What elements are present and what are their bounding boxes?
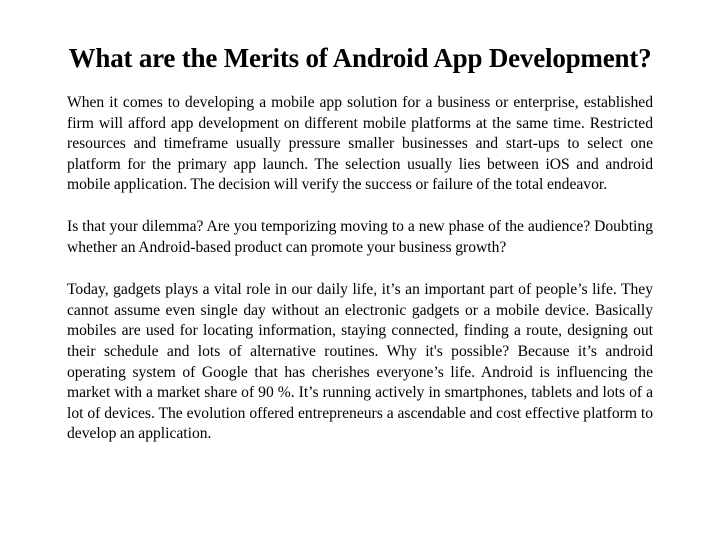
slide-body <box>67 93 653 466</box>
paragraph-intro: When it comes to developing a mobile app solution for a business or enterprise, established firm will afford app development on different mobile platforms at the same time. Restricted resources and timeframe usually pressure smaller businesses and start-ups to select one platform for the primary app launch. The selection usually lies between iOS and android mobile application. The decision will verify the success or failure of the total endeavor. <box>67 94 653 194</box>
paragraph-gadgets: Today, gadgets plays a vital role in our daily life, it’s an important part of people’s life. They cannot assume even single day without an electronic gadgets or a mobile device. Basically mobiles are used for locating information, staying connected, finding a route, designing out their schedule and lots of alternative routines. Why it's possible? Because it’s android operating system of Google that has cherishes everyone’s life. Android is influencing the market with a market share of 90 %. It’s running actively in smartphones, tablets and lots of a lot of devices. The evolution offered entrepreneurs a ascendable and cost effective platform to develop an application. <box>67 281 653 443</box>
paragraph-dilemma: Is that your dilemma? Are you temporizing moving to a new phase of the audience? Doubting whether an Android-based product can promote your business growth? <box>67 217 653 256</box>
slide-title: What are the Merits of Android App Development? <box>68 43 652 73</box>
